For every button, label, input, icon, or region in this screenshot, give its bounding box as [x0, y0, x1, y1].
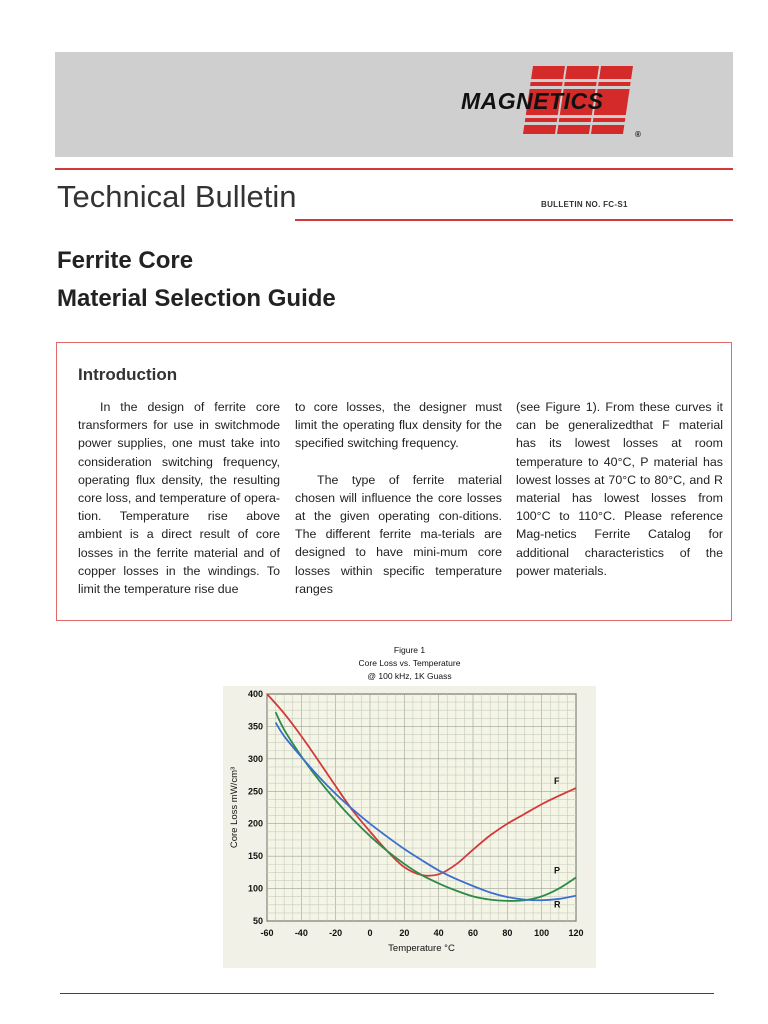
y-tick-label: 150 [247, 851, 263, 862]
y-tick-label: 200 [247, 818, 263, 829]
header-rule-top [55, 168, 733, 170]
y-tick-label: 400 [247, 689, 263, 699]
header-rule-bottom [295, 219, 733, 221]
y-tick-label: 100 [247, 883, 263, 894]
series-label-f: F [554, 776, 560, 787]
x-tick-label: -60 [260, 928, 274, 938]
figure-subtitle: @ 100 kHz, 1K Guass [367, 671, 452, 681]
x-tick-label: 80 [502, 928, 513, 938]
figure-label: Figure 1 [393, 645, 426, 655]
figure-title: Core Loss vs. Temperature [358, 658, 461, 668]
document-title-line1: Ferrite Core [57, 247, 194, 274]
figure-1 [223, 638, 596, 968]
intro-column-3 [516, 398, 723, 580]
y-tick-label: 300 [247, 753, 263, 764]
brand-name: MAGNETICS [461, 88, 604, 114]
core-loss-chart [223, 686, 596, 968]
intro-paragraph: to core losses, the designer must limit the operating flux density for the specified switching frequency. [295, 400, 502, 451]
brand-logo [455, 64, 665, 148]
document-title-line2: Material Selection Guide [57, 285, 336, 312]
intro-paragraph: (see Figure 1). From these curves it can be generalizedthat F material has its lowest losses at room temperature to 40°C, P material has lowest losses at 70°C to 80°C, and R material has lowest losses from 100°C to 110°C. Please reference Mag-netics Ferrite Catalog for additional characteristics of the power materials. [516, 400, 723, 578]
x-tick-label: 20 [399, 928, 410, 938]
x-tick-label: 0 [367, 928, 373, 938]
document-title [57, 242, 336, 318]
footer-rule [60, 993, 714, 994]
series-label-r: R [554, 899, 561, 910]
y-tick-label: 350 [247, 721, 263, 732]
registered-mark: ® [635, 130, 641, 139]
y-axis-label: Core Loss mW/cm³ [229, 766, 240, 849]
x-axis-label: Temperature °C [388, 943, 455, 954]
x-tick-label: -40 [294, 928, 308, 938]
x-tick-label: 100 [534, 928, 550, 938]
x-tick-label: 120 [568, 928, 584, 938]
series-label-p: P [554, 865, 561, 876]
x-tick-label: 40 [433, 928, 444, 938]
intro-column-1 [78, 398, 280, 598]
bulletin-number: BULLETIN NO. FC-S1 [541, 200, 628, 209]
x-tick-label: 60 [467, 928, 479, 938]
intro-column-2 [295, 398, 502, 598]
intro-paragraph: In the design of ferrite core transformers for use in switchmode power supplies, one must take into consideration switching frequency, operating flux density, the resulting core loss, and temperature of opera-tion. Temperature rise above ambient is a direct result of core losses in the ferrite material and of copper losses in the windings. To limit the temperature rise due [78, 400, 280, 597]
introduction-heading: Introduction [78, 365, 178, 384]
y-tick-label: 50 [252, 916, 263, 926]
page-title: Technical Bulletin [57, 179, 297, 214]
y-tick-label: 250 [247, 786, 263, 797]
x-tick-label: -20 [329, 928, 343, 938]
intro-paragraph: The type of ferrite material chosen will influence the core losses at the given operating con-ditions. The different ferrite ma-terials are designed to have mini-mum core losses within specific temperature ranges [295, 472, 502, 596]
